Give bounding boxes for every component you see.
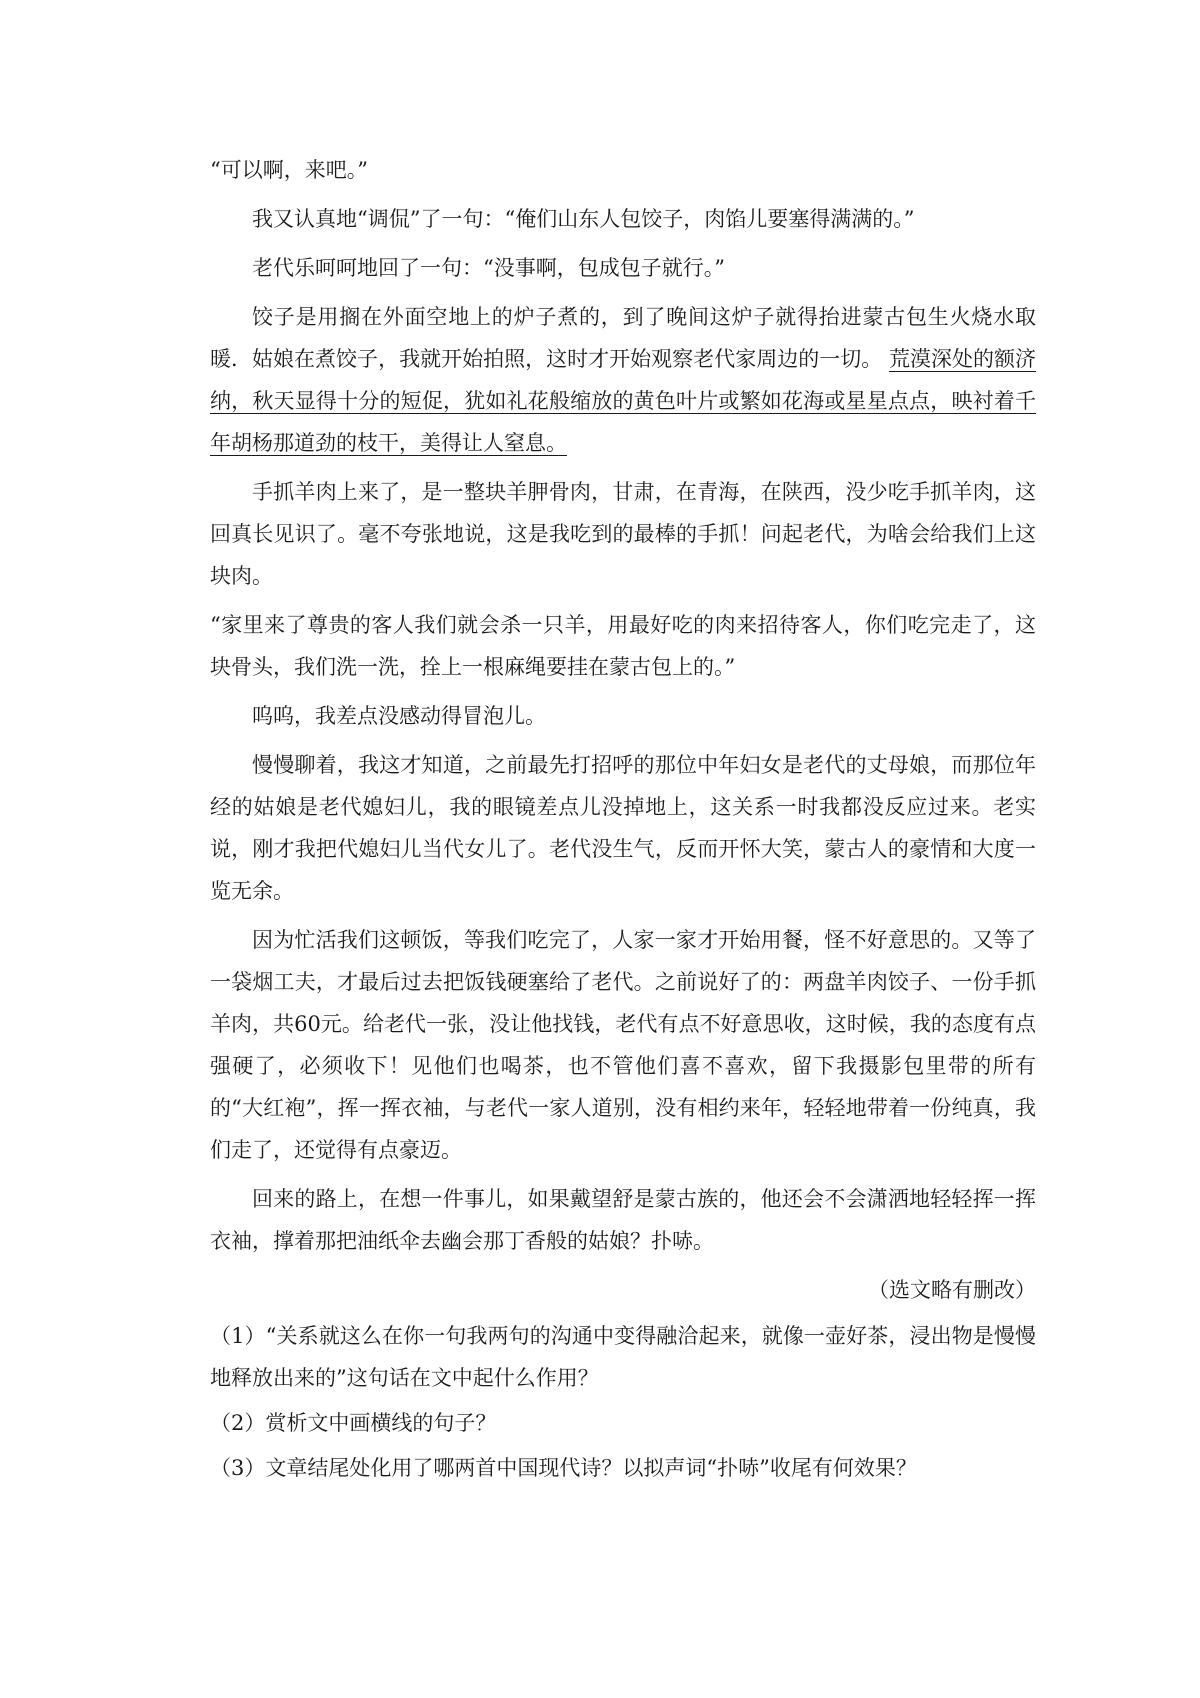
paragraph-9: 因为忙活我们这顿饭，等我们吃完了，人家一家才开始用餐，怪不好意思的。又等了一袋烟工夫，才最后过去把饭钱硬塞给了老代。之前说好了的：两盘羊肉饺子、一份手抓羊肉，共60元。给老代一张，没让他找钱，老代有点不好意思收，这时候，我的态度有点强硬了，必须收下！见他们也喝茶，也不管他们喜不喜欢，留下我摄影包里带的所有的“大红袍”，挥一挥衣袖，与老代一家人道别，没有相约来年，轻轻地带着一份纯真，我们走了，还觉得有点豪迈。 bbox=[210, 928, 1036, 1162]
question-3: （3）文章结尾处化用了哪两首中国现代诗？以拟声词“扑哧”收尾有何效果？ bbox=[210, 1456, 917, 1480]
question-2: （2）赏析文中画横线的句子？ bbox=[210, 1411, 497, 1435]
underlined-sentence: 荒漠深处的额济纳，秋天显得十分的短促，犹如礼花般缩放的黄色叶片或繁如花海或星星点点，映衬着千年胡杨那道劲的枝干，美得让人窒息。 bbox=[210, 347, 1036, 455]
paragraph-7: 呜呜，我差点没感动得冒泡儿。 bbox=[252, 704, 546, 728]
document-body bbox=[210, 149, 1036, 1492]
paragraph-3: 老代乐呵呵地回了一句：“没事啊，包成包子就行。” bbox=[252, 256, 725, 280]
question-1: （1）“关系就这么在你一句我两句的沟通中变得融洽起来，就像一壶好茶，浸出物是慢慢地释放出来的”这句话在文中起什么作用？ bbox=[210, 1324, 1036, 1390]
source-note: （选文略有删改） bbox=[868, 1278, 1036, 1302]
paragraph-10: 回来的路上，在想一件事儿，如果戴望舒是蒙古族的，他还会不会潇洒地轻轻挥一挥衣袖，撑着那把油纸伞去幽会那丁香般的姑娘？扑哧。 bbox=[210, 1187, 1036, 1253]
paragraph-6: “家里来了尊贵的客人我们就会杀一只羊，用最好吃的肉来招待客人，你们吃完走了，这块骨头，我们洗一洗，拴上一根麻绳要挂在蒙古包上的。” bbox=[210, 613, 1036, 679]
paragraph-4 bbox=[210, 296, 1036, 464]
paragraph-1: “可以啊，来吧。” bbox=[210, 158, 368, 182]
paragraph-4-plain-text: 饺子是用搁在外面空地上的炉子煮的，到了晚间这炉子就得抬进蒙古包生火烧水取暖．姑娘在煮饺子，我就开始拍照，这时才开始观察老代家周边的一切。 bbox=[210, 305, 1036, 371]
paragraph-8: 慢慢聊着，我这才知道，之前最先打招呼的那位中年妇女是老代的丈母娘，而那位年经的姑娘是老代媳妇儿，我的眼镜差点儿没掉地上，这关系一时我都没反应过来。老实说，刚才我把代媳妇儿当代女儿了。老代没生气，反而开怀大笑，蒙古人的豪情和大度一览无余。 bbox=[210, 753, 1036, 903]
paragraph-2: 我又认真地“调侃”了一句：“俺们山东人包饺子，肉馅儿要塞得满满的。” bbox=[252, 207, 915, 231]
paragraph-5: 手抓羊肉上来了，是一整块羊胛骨肉，甘肃，在青海，在陕西，没少吃手抓羊肉，这回真长见识了。毫不夸张地说，这是我吃到的最棒的手抓！问起老代，为啥会给我们上这块肉。 bbox=[210, 480, 1036, 588]
